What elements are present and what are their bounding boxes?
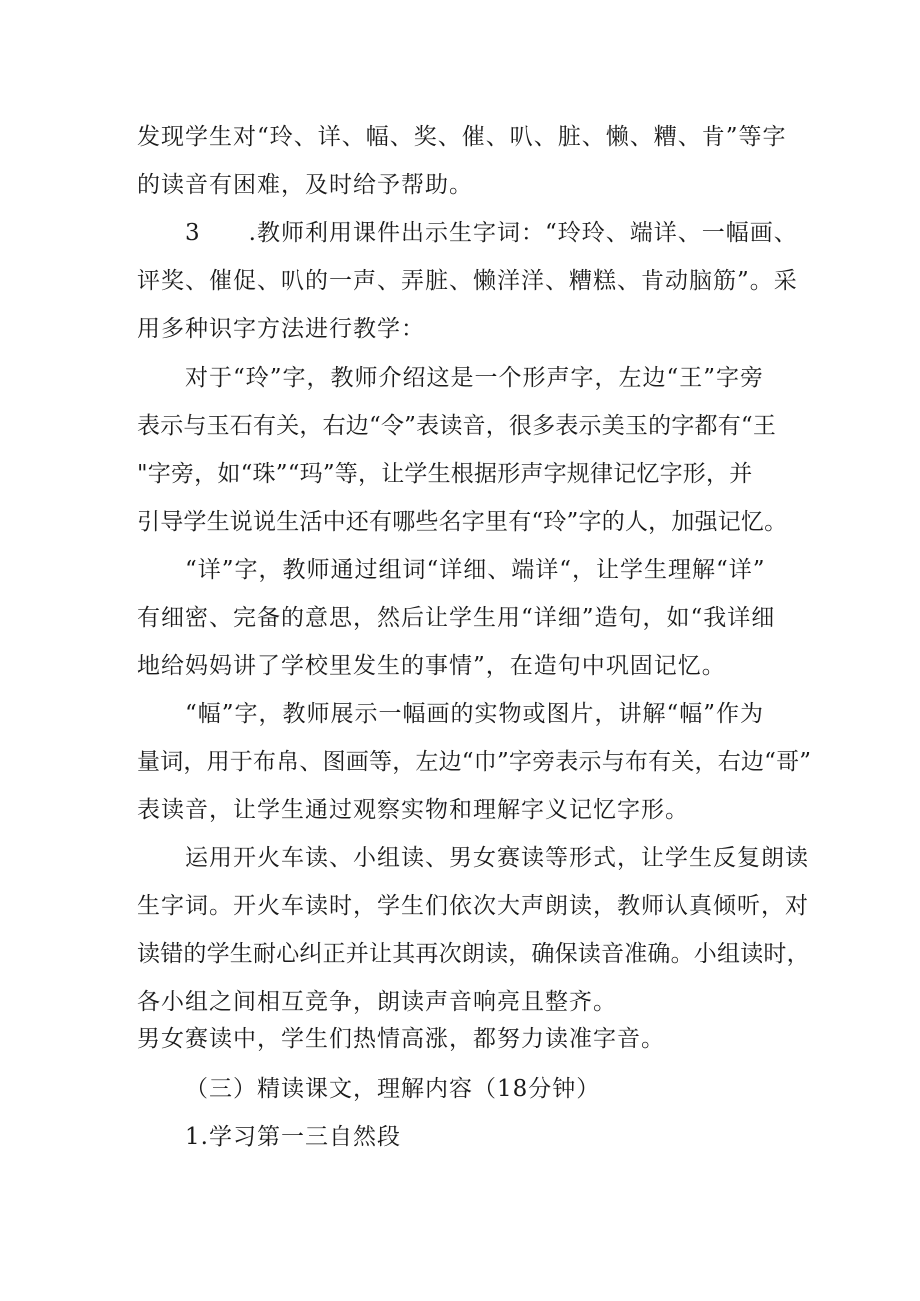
text-line: 量词，用于布帛、图画等，左边“巾”字旁表示与布有关，右边“哥” bbox=[137, 749, 812, 775]
text-line: 发现学生对“玲、详、幅、奖、催、叭、脏、懒、糟、肯”等字 bbox=[137, 124, 787, 150]
text-line: 有细密、完备的意思，然后让学生用“详细”造句，如“我详细 bbox=[137, 605, 776, 631]
text-line: 各小组之间相互竞争，朗读声音响亮且整齐。 bbox=[137, 989, 617, 1015]
text-line: 的读音有困难，及时给予帮助。 bbox=[137, 172, 473, 198]
text-line: 表读音，让学生通过观察实物和理解字义记忆字形。 bbox=[137, 797, 689, 823]
text-line: 男女赛读中，学生们热情高涨，都努力读准字音。 bbox=[137, 1026, 665, 1052]
section-heading: （三）精读课文，理解内容（18分钟） bbox=[185, 1076, 601, 1102]
text-line: 用多种识字方法进行教学： bbox=[137, 316, 425, 342]
text-line: “详”字，教师通过组词“详细、端详“，让学生理解“详” bbox=[185, 557, 766, 583]
text-line: 地给妈妈讲了学校里发生的事情”，在造句中巩固记忆。 bbox=[137, 653, 726, 679]
subsection-heading: 1.学习第一三自然段 bbox=[185, 1124, 401, 1150]
text-line: “幅”字，教师展示一幅画的实物或图片，讲解“幅”作为 bbox=[185, 701, 765, 727]
text-line: 运用开火车读、小组读、男女赛读等形式，让学生反复朗读 bbox=[185, 845, 809, 871]
text-line: "字旁，如“珠”“玛”等，让学生根据形声字规律记忆字形，并 bbox=[137, 461, 753, 487]
text-line: 引导学生说说生活中还有哪些名字里有“玲”字的人，加强记忆。 bbox=[137, 509, 788, 535]
text-line: 对于“玲”字，教师介绍这是一个形声字，左边“王”字旁 bbox=[185, 365, 765, 391]
text-line: 评奖、催促、叭的一声、弄脏、懒洋洋、糟糕、肯动脑筋”。采 bbox=[137, 268, 798, 294]
text-line: 读错的学生耐心纠正并让其再次朗读，确保读音准确。小组读时， bbox=[137, 941, 810, 967]
text-line: 生字词。开火车读时，学生们依次大声朗读，教师认真倾听，对 bbox=[137, 893, 809, 919]
text-line: 3 .教师利用课件出示生字词：“玲玲、端详、一幅画、 bbox=[185, 220, 798, 246]
text-line: 表示与玉石有关，右边“令”表读音，很多表示美玉的字都有“王 bbox=[137, 413, 777, 439]
